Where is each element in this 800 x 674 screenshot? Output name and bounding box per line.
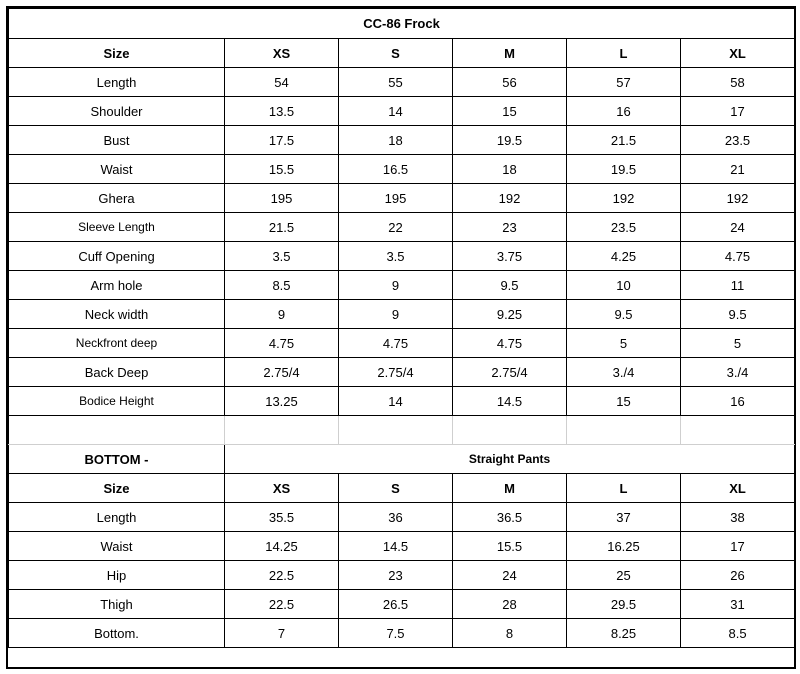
measurement-value: 8.25 [567, 619, 681, 648]
measurement-label: Hip [9, 561, 225, 590]
header-cell: XS [225, 474, 339, 503]
empty-cell [339, 416, 453, 445]
measurement-value: 22 [339, 213, 453, 242]
measurement-value: 10 [567, 271, 681, 300]
header-cell: XL [681, 474, 795, 503]
measurement-value: 2.75/4 [225, 358, 339, 387]
measurement-row [9, 126, 795, 155]
measurement-label: Length [9, 68, 225, 97]
measurement-value: 22.5 [225, 561, 339, 590]
measurement-value: 16.25 [567, 532, 681, 561]
header-cell: S [339, 474, 453, 503]
measurement-value: 21.5 [225, 213, 339, 242]
measurement-row [9, 387, 795, 416]
measurement-value: 4.75 [681, 242, 795, 271]
measurement-value: 15.5 [225, 155, 339, 184]
measurement-value: 5 [567, 329, 681, 358]
empty-cell [9, 416, 225, 445]
measurement-value: 54 [225, 68, 339, 97]
measurement-value: 14 [339, 97, 453, 126]
measurement-value: 8.5 [681, 619, 795, 648]
measurement-value: 56 [453, 68, 567, 97]
empty-cell [567, 416, 681, 445]
measurement-value: 9 [339, 300, 453, 329]
measurement-value: 15.5 [453, 532, 567, 561]
measurement-value: 9 [339, 271, 453, 300]
measurement-row [9, 97, 795, 126]
measurement-value: 36.5 [453, 503, 567, 532]
frock-title-row [9, 9, 795, 39]
measurement-row [9, 561, 795, 590]
measurement-label: Waist [9, 155, 225, 184]
measurement-value: 9.5 [681, 300, 795, 329]
measurement-value: 4.25 [567, 242, 681, 271]
measurement-value: 7.5 [339, 619, 453, 648]
measurement-value: 24 [681, 213, 795, 242]
measurement-row [9, 358, 795, 387]
measurement-value: 25 [567, 561, 681, 590]
header-cell: L [567, 39, 681, 68]
measurement-label: Waist [9, 532, 225, 561]
measurement-value: 18 [339, 126, 453, 155]
empty-cell [225, 416, 339, 445]
measurement-value: 23 [339, 561, 453, 590]
spacer-section [9, 416, 795, 445]
measurement-value: 7 [225, 619, 339, 648]
measurement-value: 35.5 [225, 503, 339, 532]
measurement-label: Arm hole [9, 271, 225, 300]
measurement-row [9, 532, 795, 561]
measurement-value: 26.5 [339, 590, 453, 619]
measurement-value: 17 [681, 532, 795, 561]
frock-measurements [9, 9, 795, 416]
header-cell: Size [9, 39, 225, 68]
frock-header-row [9, 39, 795, 68]
measurement-label: Length [9, 503, 225, 532]
measurement-value: 58 [681, 68, 795, 97]
measurement-value: 14.25 [225, 532, 339, 561]
measurement-value: 11 [681, 271, 795, 300]
measurement-label: Ghera [9, 184, 225, 213]
measurement-value: 9.25 [453, 300, 567, 329]
measurement-value: 26 [681, 561, 795, 590]
pants-style-name: Straight Pants [225, 445, 795, 474]
measurement-value: 36 [339, 503, 453, 532]
measurement-value: 4.75 [225, 329, 339, 358]
measurement-value: 57 [567, 68, 681, 97]
empty-cell [681, 416, 795, 445]
empty-cell [453, 416, 567, 445]
measurement-value: 14.5 [453, 387, 567, 416]
measurement-label: Sleeve Length [9, 213, 225, 242]
measurement-row [9, 68, 795, 97]
measurement-value: 192 [567, 184, 681, 213]
measurement-value: 192 [453, 184, 567, 213]
measurement-value: 8 [453, 619, 567, 648]
measurement-row [9, 300, 795, 329]
frock-title: CC-86 Frock [9, 9, 795, 39]
measurement-value: 3./4 [681, 358, 795, 387]
measurement-label: Bust [9, 126, 225, 155]
header-cell: S [339, 39, 453, 68]
pants-title-row [9, 445, 795, 474]
header-cell: Size [9, 474, 225, 503]
measurement-value: 17.5 [225, 126, 339, 155]
measurement-row [9, 503, 795, 532]
measurement-value: 9 [225, 300, 339, 329]
measurement-row [9, 213, 795, 242]
pants-header-row [9, 474, 795, 503]
header-cell: M [453, 39, 567, 68]
measurement-value: 2.75/4 [339, 358, 453, 387]
measurement-value: 23.5 [681, 126, 795, 155]
measurement-label: Cuff Opening [9, 242, 225, 271]
measurement-value: 15 [567, 387, 681, 416]
measurement-value: 18 [453, 155, 567, 184]
bottom-section-label: BOTTOM - [9, 445, 225, 474]
pants-measurements [9, 445, 795, 648]
measurement-value: 3./4 [567, 358, 681, 387]
measurement-label: Neck width [9, 300, 225, 329]
measurement-value: 14.5 [339, 532, 453, 561]
measurement-value: 3.5 [339, 242, 453, 271]
measurement-value: 195 [225, 184, 339, 213]
measurement-label: Bottom. [9, 619, 225, 648]
measurement-value: 55 [339, 68, 453, 97]
measurement-value: 31 [681, 590, 795, 619]
header-cell: XS [225, 39, 339, 68]
spacer-row [9, 416, 795, 445]
measurement-row [9, 155, 795, 184]
measurement-value: 9.5 [567, 300, 681, 329]
measurement-value: 22.5 [225, 590, 339, 619]
measurement-value: 23 [453, 213, 567, 242]
measurement-label: Bodice Height [9, 387, 225, 416]
measurement-value: 28 [453, 590, 567, 619]
measurement-label: Back Deep [9, 358, 225, 387]
measurement-value: 13.5 [225, 97, 339, 126]
size-chart-sheet [6, 6, 796, 669]
measurement-value: 3.5 [225, 242, 339, 271]
measurement-value: 8.5 [225, 271, 339, 300]
measurement-value: 15 [453, 97, 567, 126]
measurement-value: 5 [681, 329, 795, 358]
measurement-value: 4.75 [339, 329, 453, 358]
header-cell: M [453, 474, 567, 503]
measurement-value: 21.5 [567, 126, 681, 155]
measurement-row [9, 619, 795, 648]
measurement-value: 14 [339, 387, 453, 416]
measurement-value: 29.5 [567, 590, 681, 619]
measurement-value: 24 [453, 561, 567, 590]
measurement-row [9, 590, 795, 619]
measurement-value: 9.5 [453, 271, 567, 300]
measurement-value: 16 [681, 387, 795, 416]
measurement-value: 192 [681, 184, 795, 213]
measurement-label: Shoulder [9, 97, 225, 126]
measurement-value: 19.5 [567, 155, 681, 184]
header-cell: L [567, 474, 681, 503]
measurement-value: 2.75/4 [453, 358, 567, 387]
measurement-value: 21 [681, 155, 795, 184]
measurement-value: 37 [567, 503, 681, 532]
measurement-value: 195 [339, 184, 453, 213]
measurement-value: 23.5 [567, 213, 681, 242]
measurement-value: 4.75 [453, 329, 567, 358]
measurement-label: Thigh [9, 590, 225, 619]
size-chart-table [8, 8, 795, 648]
measurement-value: 19.5 [453, 126, 567, 155]
measurement-value: 38 [681, 503, 795, 532]
measurement-value: 3.75 [453, 242, 567, 271]
measurement-value: 17 [681, 97, 795, 126]
measurement-row [9, 184, 795, 213]
measurement-value: 16.5 [339, 155, 453, 184]
measurement-row [9, 242, 795, 271]
measurement-value: 16 [567, 97, 681, 126]
header-cell: XL [681, 39, 795, 68]
measurement-label: Neckfront deep [9, 329, 225, 358]
measurement-value: 13.25 [225, 387, 339, 416]
measurement-row [9, 329, 795, 358]
measurement-row [9, 271, 795, 300]
